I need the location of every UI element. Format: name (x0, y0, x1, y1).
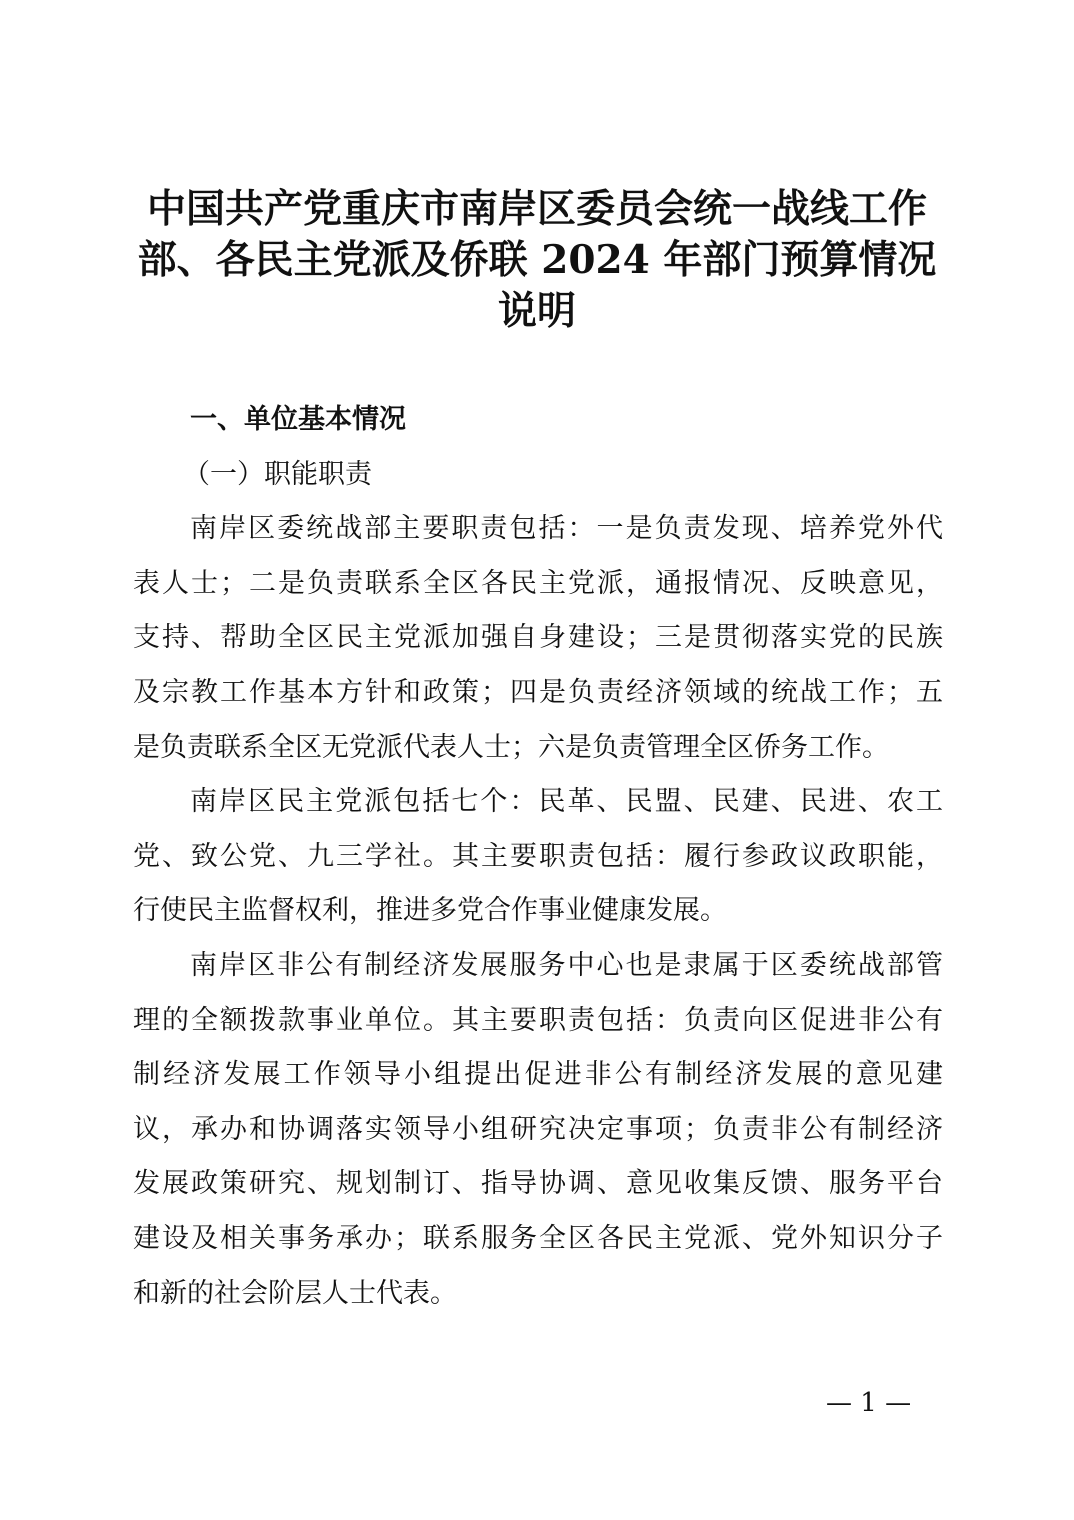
paragraph-line: 南岸区非公有制经济发展服务中心也是隶属于区委统战部管 (190, 949, 943, 981)
title-line: 中国共产党重庆市南岸区委员会统一战线工作 (146, 186, 927, 232)
paragraph-line: 制经济发展工作领导小组提出促进非公有制经济发展的意见建 (133, 1059, 943, 1091)
subsection-heading: （一）职能职责 (183, 458, 372, 490)
paragraph-line: 南岸区民主党派包括七个：民革、民盟、民建、民进、农工 (190, 786, 943, 818)
paragraph (133, 939, 943, 1321)
paragraphs (133, 502, 943, 1321)
document-title (0, 184, 1074, 337)
paragraph-line: 表人士；二是负责联系全区各民主党派，通报情况、反映意见， (133, 567, 943, 599)
page-number: — 1 — (826, 1388, 912, 1418)
paragraph-line: 议，承办和协调落实领导小组研究决定事项；负责非公有制经济 (133, 1113, 943, 1145)
paragraph (133, 775, 943, 939)
paragraph (133, 502, 943, 775)
section-heading: 一、单位基本情况 (190, 404, 406, 435)
paragraph-line: 支持、帮助全区民主党派加强自身建设；三是贯彻落实党的民族 (133, 622, 943, 654)
title-line: 说明 (497, 288, 576, 334)
paragraph-line: 行使民主监督权利，推进多党合作事业健康发展。 (133, 895, 727, 927)
paragraph-line: 和新的社会阶层人士代表。 (133, 1277, 457, 1309)
paragraph-line: 建设及相关事务承办；联系服务全区各民主党派、党外知识分子 (133, 1222, 943, 1254)
paragraph-line: 发展政策研究、规划制订、指导协调、意见收集反馈、服务平台 (133, 1168, 943, 1200)
document-body (133, 393, 943, 1321)
title-line: 部、各民主党派及侨联 2024 年部门预算情况 (137, 237, 937, 283)
paragraph-line: 是负责联系全区无党派代表人士；六是负责管理全区侨务工作。 (133, 731, 889, 763)
paragraph-line: 党、致公党、九三学社。其主要职责包括：履行参政议政职能， (133, 840, 943, 872)
paragraph-line: 理的全额拨款事业单位。其主要职责包括：负责向区促进非公有 (133, 1004, 943, 1036)
paragraph-line: 南岸区委统战部主要职责包括：一是负责发现、培养党外代 (190, 513, 943, 545)
paragraph-line: 及宗教工作基本方针和政策；四是负责经济领域的统战工作；五 (133, 676, 943, 708)
